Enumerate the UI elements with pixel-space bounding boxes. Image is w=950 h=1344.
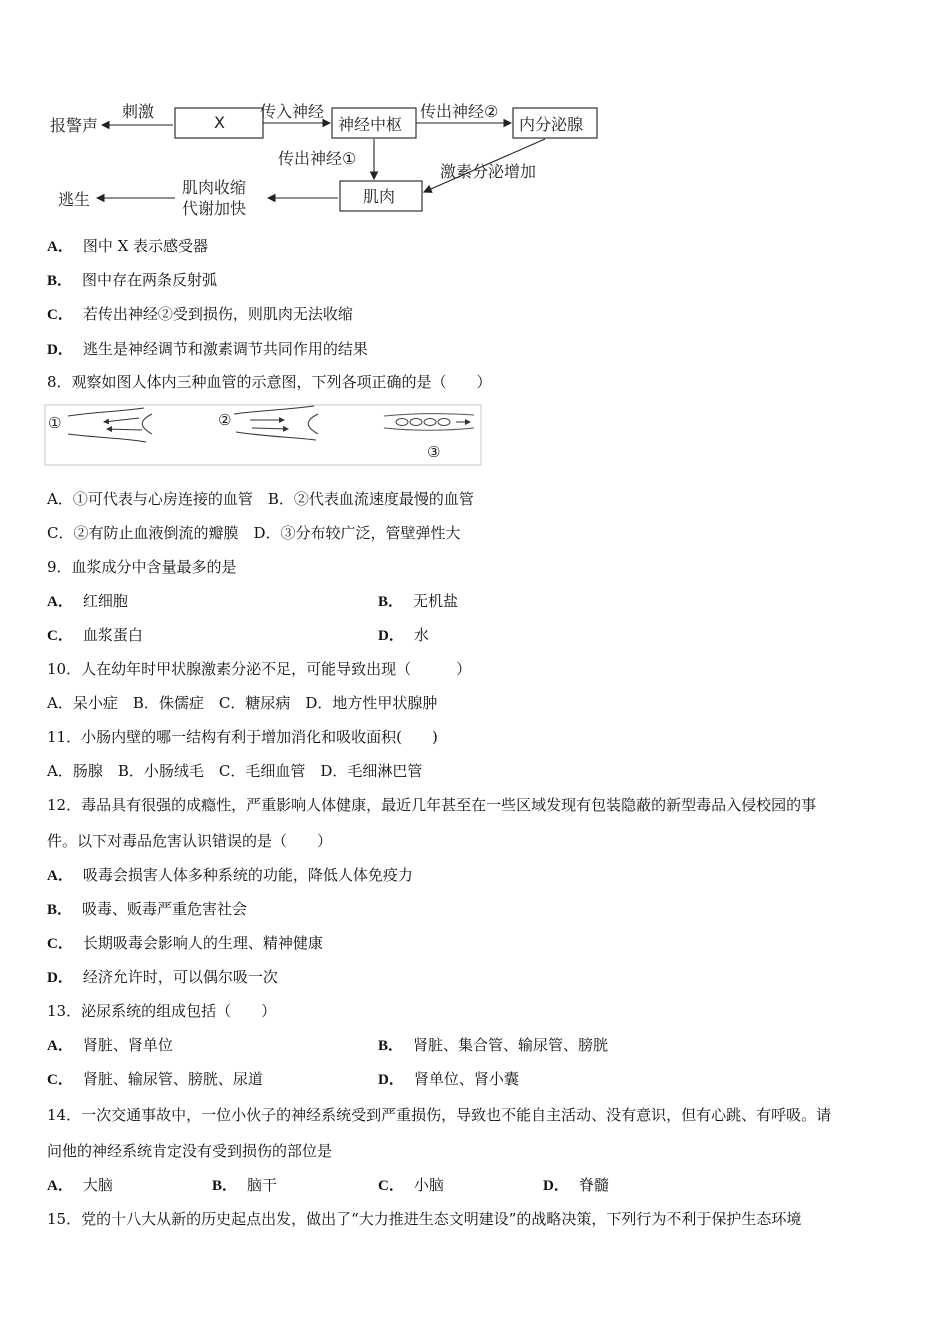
- vessel-1-label: ①: [48, 414, 62, 432]
- option-label: D．: [543, 1178, 569, 1194]
- option-text: 红细胞: [82, 592, 128, 610]
- q15-stem-line-1: 15．党的十八大从新的历史起点出发，做出了“大力推进生态文明建设”的战略决策，下列行为不利于保护生态环境: [47, 1210, 802, 1228]
- option-text: 肾脏、肾单位: [82, 1036, 173, 1054]
- option-label: B．: [47, 902, 73, 918]
- vessel-2-flow-2: [252, 428, 288, 429]
- efferent2-label: 传出神经②: [420, 102, 499, 121]
- q9-option-d: [378, 624, 429, 647]
- q13-option-a: [47, 1034, 173, 1057]
- option-label: B．: [378, 594, 404, 610]
- center-label: 神经中枢: [338, 115, 403, 134]
- q9-option-a: [47, 590, 128, 613]
- q12-option-c: [47, 932, 323, 955]
- option-label: C．: [378, 1178, 404, 1194]
- vessel-1-top: [68, 408, 144, 416]
- q13-option-b: [378, 1034, 608, 1057]
- q7-option-d: [47, 338, 368, 361]
- q14-stem-line-1: 14．一次交通事故中，一位小伙子的神经系统受到严重损伤，导致也不能自主活动、没有意识，但有心跳、有呼吸。请: [47, 1106, 832, 1124]
- option-text: 肾脏、集合管、输尿管、膀胱: [413, 1036, 609, 1054]
- option-label: A．: [47, 594, 73, 610]
- option-text: 大脑: [82, 1176, 113, 1194]
- option-text: 经济允许时，可以偶尔吸一次: [82, 968, 278, 986]
- q7-option-c: [47, 303, 353, 326]
- vessel-2-label: ②: [218, 411, 232, 429]
- option-text: 长期吸毒会影响人的生理、精神健康: [82, 934, 323, 952]
- blood-cell: [438, 419, 450, 426]
- q10-stem: 10．人在幼年时甲状腺激素分泌不足，可能导致出现（ ）: [47, 660, 472, 678]
- option-label: D．: [47, 342, 73, 358]
- alarm-label: 报警声: [50, 116, 99, 135]
- vessel-1-flow-1: [104, 418, 139, 422]
- vessel-2-branch: [308, 414, 318, 434]
- reflex-diagram-svg: [40, 92, 600, 227]
- muscle-label: 肌肉: [363, 187, 396, 206]
- x-label: X: [214, 113, 225, 132]
- q12-option-a: [47, 864, 413, 887]
- q12-stem-line-1: 12．毒品具有很强的成瘾性，严重影响人体健康，最近几年甚至在一些区域发现有包装隐蔽的新型毒品入侵校园的事: [47, 796, 817, 814]
- option-label: A．: [47, 1178, 73, 1194]
- vessel-1-bottom: [68, 434, 146, 442]
- vessel-3-bottom: [384, 428, 474, 430]
- escape-label: 逃生: [58, 190, 91, 209]
- q14-stem-line-2: 问他的神经系统肯定没有受到损伤的部位是: [47, 1142, 333, 1160]
- option-label: B．: [212, 1178, 238, 1194]
- efferent1-label: 传出神经①: [278, 149, 357, 168]
- q12-stem-line-2: 件。以下对毒品危害认识错误的是（ ）: [47, 832, 333, 850]
- q11-stem: 11．小肠内壁的哪一结构有利于增加消化和吸收面积( ): [47, 728, 438, 746]
- option-text: 图中存在两条反射弧: [82, 271, 218, 289]
- blood-vessel-svg: [44, 404, 482, 466]
- blood-cell: [410, 419, 422, 426]
- option-text: 逃生是神经调节和激素调节共同作用的结果: [82, 340, 368, 358]
- q14-option-b: [212, 1174, 277, 1197]
- q13-option-d: [378, 1068, 519, 1091]
- option-text: 脑干: [247, 1176, 278, 1194]
- blood-vessel-figure: [44, 404, 482, 466]
- option-text: 水: [413, 626, 429, 644]
- q14-option-c: [378, 1174, 444, 1197]
- option-label: A．: [47, 239, 73, 255]
- option-label: C．: [47, 628, 73, 644]
- option-label: C．: [47, 307, 73, 323]
- option-text: 肾单位、肾小囊: [413, 1070, 519, 1088]
- option-label: B．: [47, 273, 73, 289]
- option-label: B．: [378, 1038, 404, 1054]
- vessel-2-bottom: [236, 432, 316, 440]
- q13-stem: 13．泌尿系统的组成包括（ ）: [47, 1002, 277, 1020]
- vessel-2-top: [234, 406, 314, 414]
- afferent-label: 传入神经: [260, 102, 325, 121]
- option-label: D．: [378, 628, 404, 644]
- contract-label-1: 肌肉收缩: [182, 178, 247, 197]
- option-text: 图中 X 表示感受器: [82, 237, 209, 255]
- q14-option-a: [47, 1174, 113, 1197]
- option-label: D．: [378, 1072, 404, 1088]
- reflex-diagram: [40, 92, 600, 227]
- option-label: C．: [47, 1072, 73, 1088]
- gland-label: 内分泌腺: [519, 115, 584, 134]
- vessel-1-flow-2: [107, 429, 142, 430]
- hormone-label: 激素分泌增加: [440, 162, 537, 181]
- option-text: 吸毒、贩毒严重危害社会: [82, 900, 248, 918]
- option-text: 吸毒会损害人体多种系统的功能，降低人体免疫力: [82, 866, 413, 884]
- q12-option-b: [47, 898, 247, 921]
- q10-options: A．呆小症 B．侏儒症 C．糖尿病 D．地方性甲状腺肿: [47, 694, 438, 712]
- q9-option-c: [47, 624, 143, 647]
- blood-cell: [396, 419, 408, 426]
- q12-option-d: [47, 966, 278, 989]
- stimulus-label: 刺激: [122, 102, 155, 121]
- q13-option-c: [47, 1068, 263, 1091]
- q9-stem: 9．血浆成分中含量最多的是: [47, 558, 237, 576]
- q14-option-d: [543, 1174, 609, 1197]
- option-text: 小脑: [413, 1176, 444, 1194]
- contract-label-2: 代谢加快: [182, 199, 247, 218]
- q7-option-a: [47, 235, 208, 258]
- option-text: 肾脏、输尿管、膀胱、尿道: [82, 1070, 263, 1088]
- blood-cell: [424, 419, 436, 426]
- option-label: A．: [47, 868, 73, 884]
- vessel-3-top: [384, 414, 474, 416]
- option-text: 脊髓: [578, 1176, 609, 1194]
- option-text: 血浆蛋白: [82, 626, 143, 644]
- option-label: C．: [47, 936, 73, 952]
- q8-stem: 8．观察如图人体内三种血管的示意图，下列各项正确的是（ ）: [47, 373, 492, 391]
- q7-option-b: [47, 269, 217, 292]
- q9-option-b: [378, 590, 458, 613]
- option-label: D．: [47, 970, 73, 986]
- option-text: 若传出神经②受到损伤，则肌肉无法收缩: [82, 305, 353, 323]
- vessel-3-label: ③: [427, 443, 441, 461]
- q8-options-line-2: C．②有防止血液倒流的瓣膜 D．③分布较广泛，管壁弹性大: [47, 524, 461, 542]
- q11-options: A．肠腺 B．小肠绒毛 C．毛细血管 D．毛细淋巴管: [47, 762, 423, 780]
- vessel-1-branch: [142, 414, 152, 434]
- option-text: 无机盐: [413, 592, 459, 610]
- option-label: A．: [47, 1038, 73, 1054]
- q8-options-line-1: A．①可代表与心房连接的血管 B．②代表血流速度最慢的血管: [47, 490, 474, 508]
